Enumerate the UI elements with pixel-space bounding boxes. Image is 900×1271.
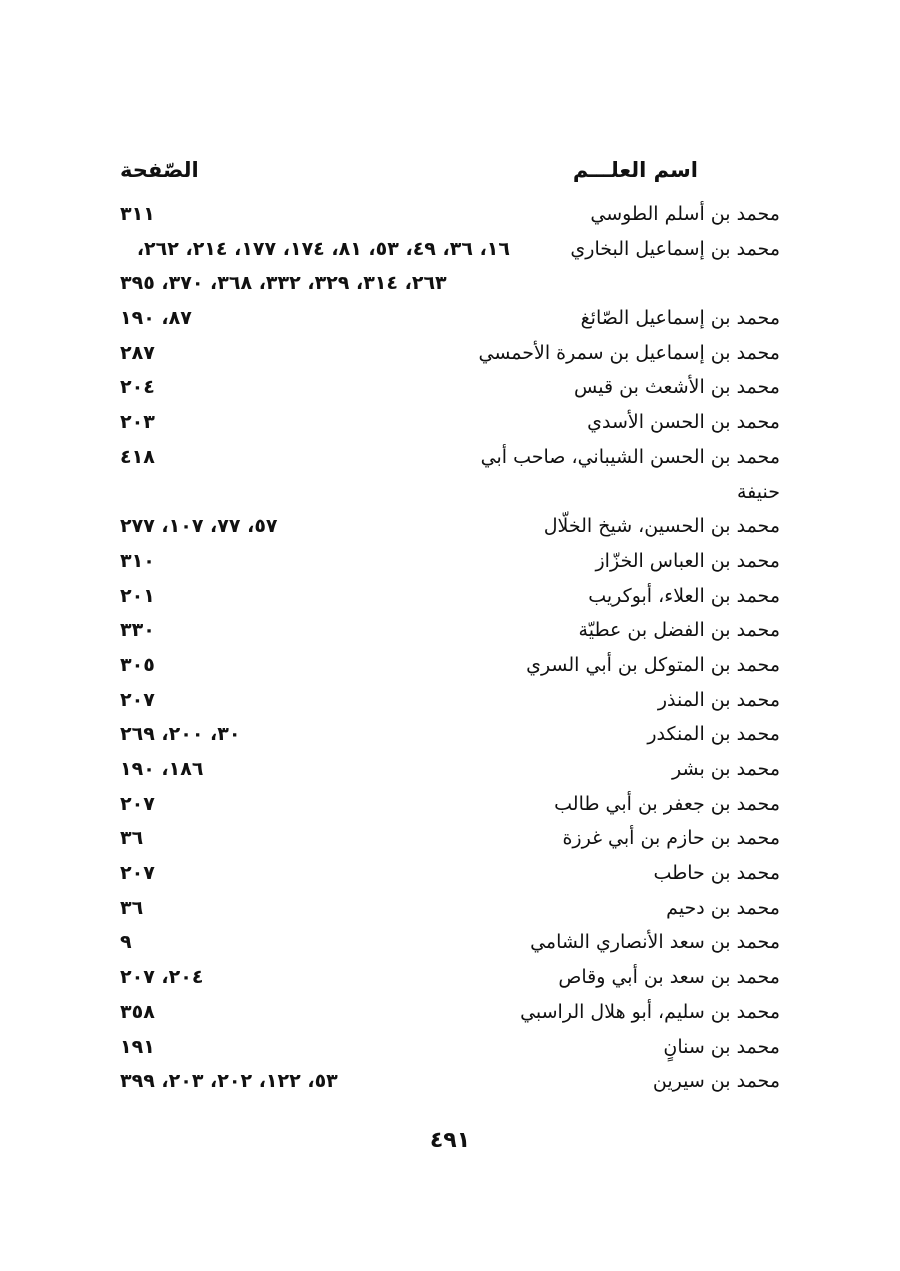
entry-name: محمد بن إسماعيل الصّائغ	[580, 307, 780, 330]
entry-pages: ٢٠١	[120, 584, 155, 607]
entry-name: محمد بن الأشعث بن قيس	[574, 376, 780, 399]
entry-name: محمد بن المنكدر	[647, 723, 780, 746]
entry-pages: ٢٠٧	[120, 688, 155, 711]
entry-pages: ٢٠٧	[120, 792, 155, 815]
entry-name: محمد بن سليم، أبو هلال الراسبي	[520, 1000, 780, 1023]
index-entry	[110, 1067, 780, 1102]
entry-name: محمد بن سنانٍ	[663, 1035, 780, 1058]
index-entry	[110, 720, 780, 755]
entry-pages: ٣٦	[120, 827, 144, 850]
index-entry	[110, 755, 780, 790]
index-entry	[110, 651, 780, 686]
entry-pages: ٢٠٣	[120, 411, 155, 434]
entry-name: حنيفة	[736, 480, 780, 503]
entry-pages: ٣١٠	[120, 549, 155, 572]
index-entry	[110, 547, 780, 582]
index-entry	[110, 616, 780, 651]
entry-name: محمد بن سعد الأنصاري الشامي	[530, 931, 780, 954]
index-entry	[110, 443, 780, 478]
entry-pages: ٣٠٥	[120, 653, 155, 676]
entry-name: محمد بن العباس الخزّاز	[595, 549, 780, 572]
entry-pages: ٨٧، ١٩٠	[120, 307, 192, 330]
index-entry	[110, 408, 780, 443]
entry-name: محمد بن دحيم	[666, 896, 780, 919]
index-header	[110, 158, 780, 198]
index-entry	[110, 200, 780, 235]
entry-pages: ٤١٨	[120, 445, 155, 468]
entry-pages: ٣٥٨	[120, 1000, 155, 1023]
index-entry	[110, 894, 780, 929]
index-entry	[110, 963, 780, 998]
entry-name: محمد بن الفضل بن عطيّة	[578, 619, 780, 642]
entry-name: محمد بن حاطب	[653, 862, 780, 885]
index-entry	[110, 478, 780, 513]
index-entry	[110, 1033, 780, 1068]
entry-pages: ١٩١	[120, 1035, 155, 1058]
index-entry	[110, 582, 780, 617]
entry-name: محمد بن إسماعيل البخاري	[570, 237, 780, 260]
entry-name: محمد بن إسماعيل بن سمرة الأحمسي	[478, 341, 780, 364]
index-entry	[110, 824, 780, 859]
column-header-name: اسم العلـــم	[572, 158, 698, 182]
entry-pages: ٢٦٣، ٣١٤، ٣٢٩، ٣٣٢، ٣٦٨، ٣٧٠، ٣٩٥	[120, 272, 447, 295]
page-number: ٤٩١	[429, 1128, 471, 1153]
entry-pages: ٢٠٤، ٢٠٧	[120, 966, 204, 989]
entry-pages: ٢٨٧	[120, 341, 155, 364]
entry-name: محمد بن أسلم الطوسي	[590, 203, 780, 225]
entry-pages: ٣١١	[120, 203, 155, 225]
index-entry	[110, 304, 780, 339]
entry-pages: ٩	[120, 931, 132, 954]
entry-pages: ٢٠٤	[120, 376, 155, 399]
entry-pages: ٥٣، ١٢٢، ٢٠٢، ٢٠٣، ٣٩٩	[120, 1070, 338, 1093]
entry-name: محمد بن جعفر بن أبي طالب	[554, 792, 780, 815]
index-entry	[110, 269, 780, 304]
index-entry	[110, 686, 780, 721]
index-entry	[110, 512, 780, 547]
entry-pages: ١٨٦، ١٩٠	[120, 758, 204, 780]
entry-name: محمد بن المنذر	[657, 688, 780, 711]
entry-name: محمد بن سعد بن أبي وقاص	[558, 966, 780, 989]
entry-pages: ٣٦	[120, 896, 144, 919]
entry-name: محمد بن الحسين، شيخ الخلّال	[543, 515, 780, 538]
entry-name: محمد بن حازم بن أبي غرزة	[562, 827, 780, 850]
index-entry	[110, 928, 780, 963]
entry-name: محمد بن الحسن الشيباني، صاحب أبي	[480, 445, 780, 468]
entry-pages: ٣٠، ٢٠٠، ٢٦٩	[120, 723, 241, 746]
index-entry	[110, 235, 780, 270]
index-entry	[110, 998, 780, 1033]
column-header-page: الصّفحة	[120, 158, 199, 182]
entry-name: محمد بن العلاء، أبوكريب	[588, 584, 780, 607]
index-entry	[110, 373, 780, 408]
entry-pages: ١٦، ٣٦، ٤٩، ٥٣، ٨١، ١٧٤، ١٧٧، ٢١٤، ٢٦٢،	[136, 237, 510, 260]
index-entries	[110, 200, 780, 1102]
entry-name: محمد بن بشر	[672, 758, 780, 780]
entry-pages: ٣٣٠	[120, 619, 155, 642]
index-entry	[110, 859, 780, 894]
index-entry	[110, 790, 780, 825]
entry-name: محمد بن المتوكل بن أبي السري	[526, 653, 780, 676]
entry-name: محمد بن الحسن الأسدي	[587, 411, 780, 434]
entry-name: محمد بن سيرين	[652, 1070, 780, 1093]
index-entry	[110, 339, 780, 374]
entry-pages: ٥٧، ٧٧، ١٠٧، ٢٧٧	[120, 515, 278, 538]
entry-pages: ٢٠٧	[120, 862, 155, 885]
